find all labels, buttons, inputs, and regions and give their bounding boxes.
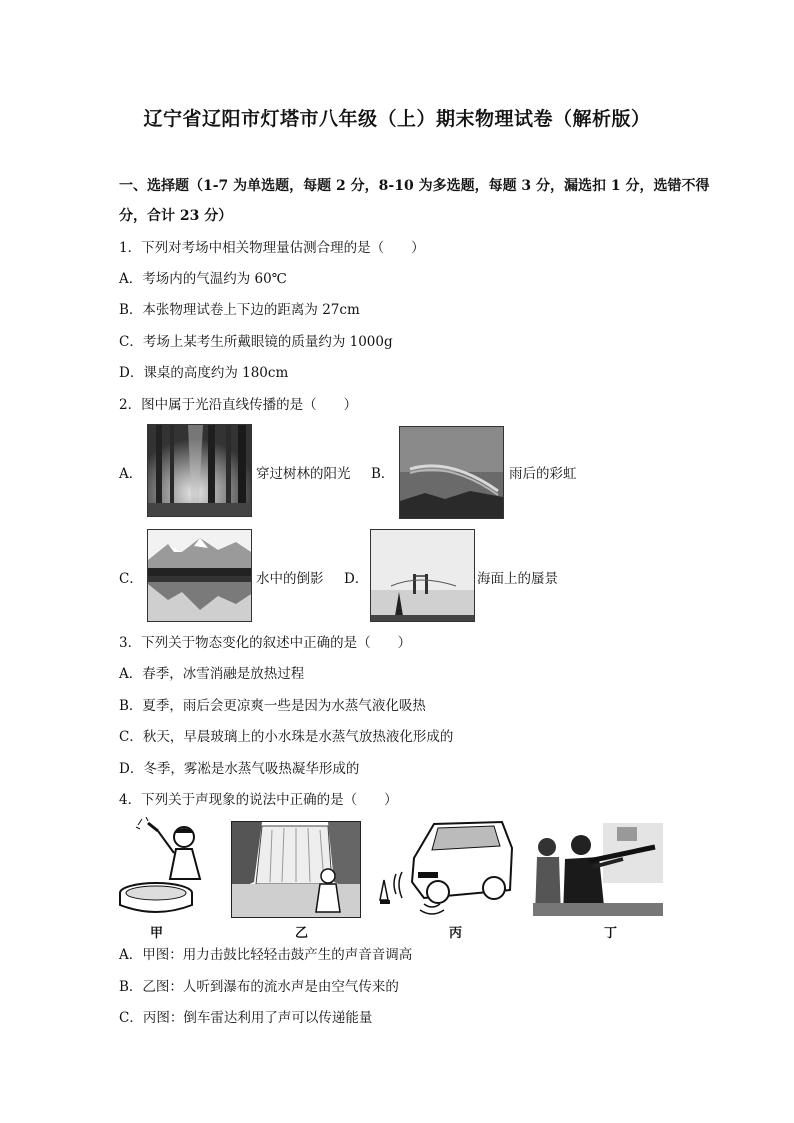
q2-option-d-label: D．: [344, 571, 369, 587]
section-heading-line1: 一、选择题（1-7 为单选题，每题 2 分，8-10 为多选题，每题 3 分，漏选扣 1 分，选错不得: [119, 178, 710, 194]
q2-option-c-label: C．: [119, 571, 143, 587]
q4-option-a: A．甲图：用力击鼓比轻轻击鼓产生的声音音调高: [119, 947, 413, 963]
q1-stem: 1．下列对考场中相关物理量估测合理的是（ ）: [119, 240, 425, 256]
section-heading-line2: 分，合计 23 分）: [119, 208, 233, 224]
q4-option-b: B．乙图：人听到瀑布的流水声是由空气传来的: [119, 979, 399, 995]
fig-label-ding: 丁: [604, 926, 618, 941]
q3-option-d: D．冬季，雾凇是水蒸气吸热凝华形成的: [119, 761, 360, 777]
q2-option-c-caption: 水中的倒影: [256, 571, 324, 587]
drum-figure: [118, 817, 210, 919]
q2-option-a-caption: 穿过树林的阳光: [256, 466, 351, 482]
shooter-figure: [533, 823, 663, 916]
q2-option-b-caption: 雨后的彩虹: [509, 466, 577, 482]
water-reflection-image: [147, 529, 252, 622]
page-title: 辽宁省辽阳市灯塔市八年级（上）期末物理试卷（解析版）: [143, 108, 651, 130]
rainbow-image: [399, 426, 504, 519]
q1-option-b: B．本张物理试卷上下边的距离为 27cm: [119, 302, 360, 318]
q2-option-a-label: A．: [119, 466, 143, 482]
forest-sunlight-image: [147, 424, 252, 517]
mirage-image: [370, 529, 475, 622]
q1-option-d: D．课桌的高度约为 180cm: [119, 365, 289, 381]
reversing-radar-figure: [374, 818, 514, 918]
q3-option-c: C．秋天，早晨玻璃上的小水珠是水蒸气放热液化形成的: [119, 729, 454, 745]
q2-option-d-caption: 海面上的蜃景: [477, 571, 558, 587]
q4-stem: 4．下列关于声现象的说法中正确的是（ ）: [119, 792, 398, 808]
q3-option-b: B．夏季，雨后会更凉爽一些是因为水蒸气液化吸热: [119, 698, 426, 714]
q1-option-a: A．考场内的气温约为 60℃: [119, 271, 287, 287]
fig-label-jia: 甲: [150, 926, 164, 941]
q2-stem: 2．图中属于光沿直线传播的是（ ）: [119, 397, 358, 413]
waterfall-figure: [231, 821, 361, 918]
q1-option-c: C．考场上某考生所戴眼镜的质量约为 1000g: [119, 334, 393, 350]
fig-label-yi: 乙: [295, 926, 309, 941]
q3-option-a: A．春季，冰雪消融是放热过程: [119, 666, 305, 682]
fig-label-bing: 丙: [449, 926, 463, 941]
q4-option-c: C．丙图：倒车雷达利用了声可以传递能量: [119, 1010, 373, 1026]
q3-stem: 3．下列关于物态变化的叙述中正确的是（ ）: [119, 635, 412, 651]
q2-option-b-label: B．: [371, 466, 395, 482]
